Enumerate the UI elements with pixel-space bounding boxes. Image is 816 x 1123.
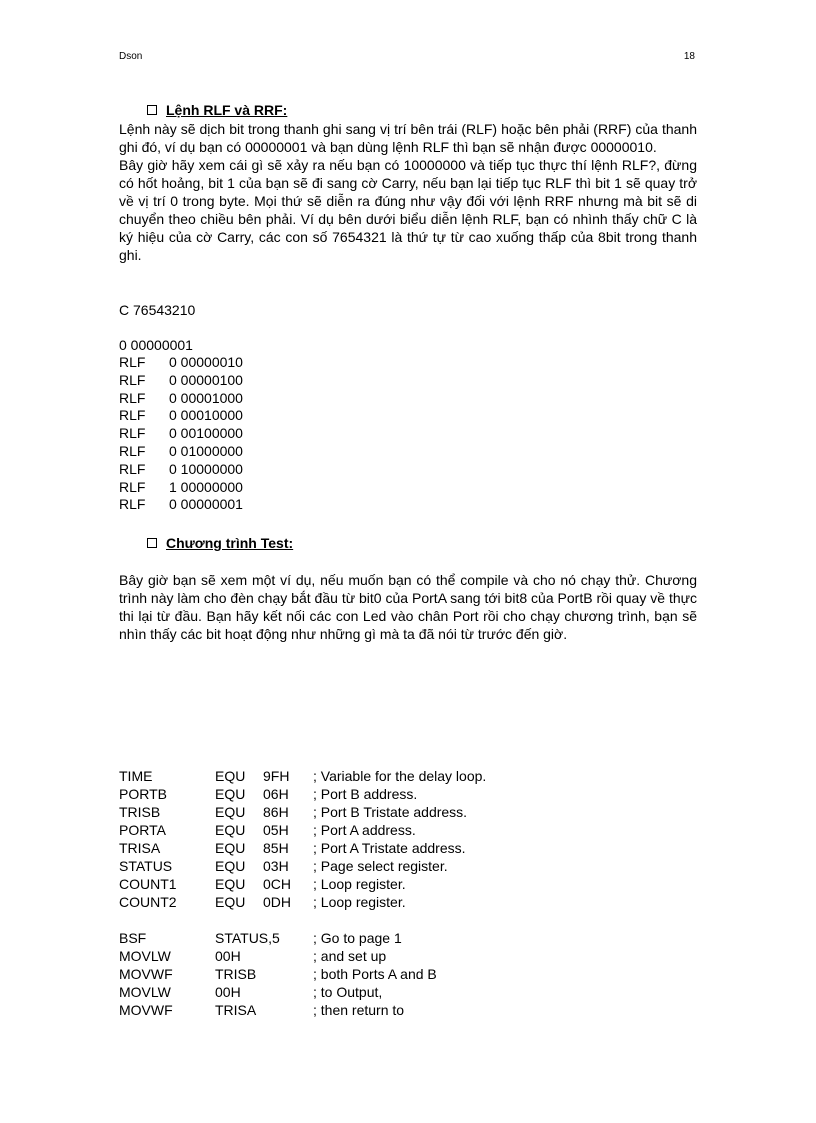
code-line xyxy=(119,929,437,947)
code-line xyxy=(119,947,437,965)
rlf-op: RLF xyxy=(119,389,146,406)
code-comment: ; Page select register. xyxy=(313,858,448,874)
section-title: Lệnh RLF và RRF: xyxy=(166,102,288,118)
code-operand: 00H xyxy=(215,984,241,1000)
paragraph: Bây giờ bạn sẽ xem một ví dụ, nếu muốn bạn có thể compile và cho nó chạy thử. Chương trình này làm cho đèn chạy bắt đầu từ bit0 của PortA sang tới bit8 của PortB rồi quay về thực thi lại từ đầu. Bạn hãy kết nối các con Led vào chân Port rồi cho chạy chương trình, bạn sẽ nhìn thấy các bit hoạt động như những gì mà ta đã nói từ trước đến giờ. xyxy=(119,572,697,642)
code-symbol: TRISB xyxy=(119,804,161,820)
code-operand: 00H xyxy=(215,948,241,964)
rlf-value: 0 01000000 xyxy=(169,442,243,459)
code-directive: EQU xyxy=(215,768,246,784)
checkbox-bullet-icon xyxy=(147,105,157,115)
bit-header: C 76543210 xyxy=(119,302,196,318)
code-line xyxy=(119,983,437,1001)
code-value: 0DH xyxy=(263,894,292,910)
checkbox-bullet-icon xyxy=(147,538,157,548)
code-line xyxy=(119,857,486,875)
rlf-value: 0 00000010 xyxy=(169,354,243,370)
header-author: Dson xyxy=(119,51,143,62)
code-comment: ; to Output, xyxy=(313,984,383,1000)
code-comment: ; Port A Tristate address. xyxy=(313,840,466,856)
rlf-op: RLF xyxy=(119,460,146,477)
code-opcode: BSF xyxy=(119,930,147,946)
rlf-op: RLF xyxy=(119,425,146,442)
section1-body xyxy=(119,120,697,264)
code-comment: ; Variable for the delay loop. xyxy=(313,768,487,784)
rlf-op: RLF xyxy=(119,496,146,513)
section-heading-rlf-rrf xyxy=(147,102,287,118)
code-opcode: MOVLW xyxy=(119,948,171,964)
code-value: 86H xyxy=(263,804,289,820)
code-value: 85H xyxy=(263,840,289,856)
code-line xyxy=(119,821,486,839)
rlf-row xyxy=(119,425,243,443)
code-directive: EQU xyxy=(215,894,246,910)
code-opcode: MOVWF xyxy=(119,966,173,982)
rlf-value: 0 00100000 xyxy=(169,425,243,442)
code-directive: EQU xyxy=(215,840,246,856)
code-operand: STATUS,5 xyxy=(215,930,280,946)
code-symbol: PORTB xyxy=(119,786,167,802)
code-symbol: COUNT1 xyxy=(119,876,177,892)
code-opcode: MOVWF xyxy=(119,1002,173,1018)
code-value: 03H xyxy=(263,858,289,874)
rlf-value: 0 00000001 xyxy=(169,496,243,513)
code-line xyxy=(119,875,486,893)
code-instruction-block xyxy=(119,929,437,1019)
code-comment: ; Go to page 1 xyxy=(313,930,402,946)
rlf-value: 0 00001000 xyxy=(169,389,243,406)
code-line xyxy=(119,1001,437,1019)
code-line xyxy=(119,803,486,821)
code-symbol: PORTA xyxy=(119,822,166,838)
code-comment: ; Loop register. xyxy=(313,876,406,892)
code-line xyxy=(119,893,486,911)
rlf-op: RLF xyxy=(119,354,146,370)
code-value: 06H xyxy=(263,786,289,802)
section-heading-test-program xyxy=(147,535,293,551)
code-comment: ; Port B Tristate address. xyxy=(313,804,468,820)
rlf-row xyxy=(119,479,243,497)
code-comment: ; Port B address. xyxy=(313,786,418,802)
paragraph: Lệnh này sẽ dịch bit trong thanh ghi sang vị trí bên trái (RLF) hoặc bên phải (RRF) của thanh ghi đó, ví dụ bạn có 00000001 và bạn dùng lệnh RLF thì bạn sẽ nhận được 00000010. xyxy=(119,121,697,155)
code-directive: EQU xyxy=(215,876,246,892)
code-comment: ; both Ports A and B xyxy=(313,966,437,982)
rlf-op: RLF xyxy=(119,478,146,495)
code-comment: ; and set up xyxy=(313,948,387,964)
code-opcode: MOVLW xyxy=(119,984,171,1000)
rlf-value: 1 00000000 xyxy=(169,478,243,495)
code-comment: ; Loop register. xyxy=(313,894,406,910)
code-symbol: TIME xyxy=(119,768,153,784)
code-directive: EQU xyxy=(215,786,246,802)
rlf-row xyxy=(119,372,243,390)
code-symbol: STATUS xyxy=(119,858,173,874)
code-symbol: TRISA xyxy=(119,840,161,856)
section-title: Chương trình Test: xyxy=(166,535,294,551)
code-line xyxy=(119,839,486,857)
rlf-row xyxy=(119,390,243,408)
rlf-value: 0 10000000 xyxy=(169,460,243,477)
code-directive: EQU xyxy=(215,822,246,838)
rlf-row xyxy=(119,354,243,372)
code-operand: TRISA xyxy=(215,1002,257,1018)
initial-value: 0 00000001 xyxy=(119,337,193,353)
section2-body xyxy=(119,571,697,643)
rlf-value: 0 00010000 xyxy=(169,407,243,424)
code-directive: EQU xyxy=(215,804,246,820)
rlf-op: RLF xyxy=(119,407,146,424)
rlf-sequence-table xyxy=(119,354,243,514)
code-line xyxy=(119,965,437,983)
rlf-value: 0 00000100 xyxy=(169,371,243,388)
code-value: 9FH xyxy=(263,768,290,784)
code-line xyxy=(119,767,486,785)
rlf-op: RLF xyxy=(119,442,146,459)
paragraph: Bây giờ hãy xem cái gì sẽ xảy ra nếu bạn có 10000000 và tiếp tục thực thí lệnh RLF?, đừng có hốt hoảng, bit 1 của bạn sẽ đi sang cờ Carry, nếu bạn lại tiếp tục RLF thì bit 1 sẽ quay trở về vị trí 0 trong byte. Mọi thứ sẽ diễn ra đúng như vậy đối với lệnh RRF nhưng mà bit sẽ di chuyển theo chiều bên phải. Ví dụ bên dưới biểu diễn lệnh RLF, bạn có nhình thấy chữ C là ký hiệu của cờ Carry, các con số 7654321 là thứ tự từ cao xuống thấp của 8bit trong thanh ghi. xyxy=(119,157,697,263)
code-value: 0CH xyxy=(263,876,292,892)
rlf-row xyxy=(119,407,243,425)
rlf-row xyxy=(119,496,243,514)
code-equ-block xyxy=(119,767,486,911)
code-directive: EQU xyxy=(215,858,246,874)
code-value: 05H xyxy=(263,822,289,838)
code-comment: ; Port A address. xyxy=(313,822,416,838)
header-page-number: 18 xyxy=(683,51,695,62)
code-line xyxy=(119,785,486,803)
rlf-row xyxy=(119,443,243,461)
rlf-row xyxy=(119,461,243,479)
code-operand: TRISB xyxy=(215,966,257,982)
code-symbol: COUNT2 xyxy=(119,894,177,910)
code-comment: ; then return to xyxy=(313,1002,405,1018)
rlf-op: RLF xyxy=(119,371,146,388)
